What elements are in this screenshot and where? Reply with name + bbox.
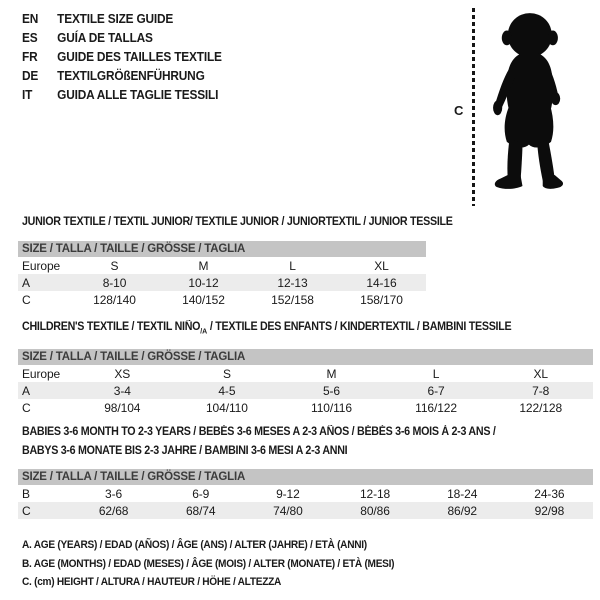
size-cell: 4-5: [175, 382, 280, 399]
size-cell: 10-12: [159, 274, 248, 291]
title-part: CHILDREN'S TEXTILE / TEXTIL NIÑO: [22, 321, 201, 333]
row-label: Europe: [22, 366, 61, 381]
language-list: [22, 10, 232, 105]
height-label: C: [454, 103, 464, 118]
size-cell: 74/80: [244, 502, 331, 519]
size-cell: 3-6: [105, 486, 123, 501]
size-cell: 158/170: [360, 292, 403, 307]
table-row: [18, 399, 593, 416]
table-row: [18, 485, 593, 502]
size-cell: 122/128: [519, 400, 563, 415]
footnote-age-years: A. AGE (YEARS) / EDAD (AÑOS) / ÂGE (ANS) / ALTER (JAHRE) / ETÀ (ANNI): [22, 539, 367, 551]
size-cell: M: [198, 258, 209, 273]
size-cell: 18-24: [447, 486, 478, 501]
size-cell: XL: [374, 258, 389, 273]
title-part: / TEXTILE DES ENFANTS / KINDERTEXTIL / BAMBINI TESSILE: [207, 321, 512, 333]
size-header-row: [18, 469, 593, 485]
size-cell: XL: [533, 366, 548, 381]
row-label: A: [18, 382, 70, 399]
height-measure-line: [472, 8, 475, 206]
size-cell: M: [326, 366, 337, 381]
size-cell: 86/92: [419, 502, 506, 519]
language-row-en: [22, 10, 222, 29]
size-cell: 12-13: [248, 274, 337, 291]
guide-title-fr: GUIDE DES TAILLES TEXTILE: [57, 50, 222, 64]
language-row-it: [22, 86, 222, 105]
size-cell: XS: [114, 366, 131, 381]
guide-title-de: TEXTILGRÖßENFÜHRUNG: [57, 69, 205, 83]
title-subscript: /A: [200, 326, 208, 336]
size-header: SIZE / TALLA / TAILLE / GRÖSSE / TAGLIA: [18, 241, 426, 257]
footnote-legend: [22, 536, 427, 592]
size-cell: 80/86: [331, 502, 418, 519]
size-cell: 6-9: [192, 486, 210, 501]
row-label: Europe: [22, 258, 61, 273]
babies-size-table: [18, 469, 593, 519]
table-row: [18, 257, 426, 274]
toddler-silhouette-icon: [482, 5, 574, 207]
language-code: FR: [22, 50, 38, 64]
size-header: SIZE / TALLA / TAILLE / GRÖSSE / TAGLIA: [18, 469, 593, 485]
language-row-es: [22, 29, 222, 48]
guide-title-it: GUIDA ALLE TAGLIE TESSILI: [57, 88, 219, 102]
size-cell: S: [110, 258, 119, 273]
language-code: ES: [22, 31, 38, 45]
junior-size-table: [18, 241, 426, 308]
language-code: DE: [22, 69, 39, 83]
footnote-age-months: B. AGE (MONTHS) / EDAD (MESES) / ÂGE (MOIS) / ALTER (MONATE) / ETÀ (MESI): [22, 557, 395, 570]
row-label: C: [22, 400, 31, 415]
size-cell: L: [289, 258, 296, 273]
guide-title-es: GUÍA DE TALLAS: [57, 31, 153, 45]
row-label: A: [18, 274, 70, 291]
size-cell: 7-8: [488, 382, 593, 399]
size-cell: 24-36: [534, 486, 565, 501]
title-line: BABYS 3-6 MONATE BIS 2-3 JAHRE / BAMBINI 3-6 MESI A 2-3 ANNI: [22, 445, 348, 457]
row-label: C: [22, 292, 31, 307]
size-cell: 116/122: [415, 400, 457, 415]
size-cell: S: [222, 366, 231, 381]
size-cell: 68/74: [157, 502, 244, 519]
size-cell: L: [432, 366, 440, 381]
size-cell: 8-10: [70, 274, 159, 291]
junior-table-title: JUNIOR TEXTILE / TEXTIL JUNIOR/ TEXTILE JUNIOR / JUNIORTEXTIL / JUNIOR TESSILE: [22, 216, 453, 228]
size-cell: 9-12: [276, 486, 300, 501]
size-cell: 62/68: [70, 502, 157, 519]
language-row-de: [22, 67, 222, 86]
row-label: C: [18, 502, 70, 519]
size-cell: 104/110: [205, 400, 248, 415]
size-cell: 152/158: [271, 292, 314, 307]
title-line: BABIES 3-6 MONTH TO 2-3 YEARS / BEBÉS 3-6 MESES A 2-3 AÑOS / BÉBÉS 3-6 MOIS À 2-3 ANS /: [22, 426, 496, 438]
children-size-table: [18, 349, 593, 416]
size-cell: 110/116: [311, 400, 352, 415]
row-label: B: [22, 486, 30, 501]
size-cell: 140/152: [182, 292, 225, 307]
language-row-fr: [22, 48, 222, 67]
language-code: EN: [22, 12, 39, 26]
size-header: SIZE / TALLA / TAILLE / GRÖSSE / TAGLIA: [18, 349, 593, 365]
guide-title-en: TEXTILE SIZE GUIDE: [57, 12, 174, 26]
table-row: [18, 291, 426, 308]
table-row: [18, 365, 593, 382]
size-header-row: [18, 241, 426, 257]
size-header-row: [18, 349, 593, 365]
size-cell: 128/140: [93, 292, 136, 307]
size-cell: 12-18: [359, 486, 391, 501]
language-code: IT: [22, 88, 33, 102]
size-cell: 14-16: [337, 274, 426, 291]
table-row: [18, 274, 426, 291]
size-cell: 3-4: [70, 382, 175, 399]
children-table-title: [22, 321, 511, 335]
size-cell: 92/98: [506, 502, 593, 519]
size-cell: 98/104: [104, 400, 141, 415]
babies-table-title: [22, 423, 496, 461]
size-cell: 6-7: [384, 382, 489, 399]
footnote-height: C. (cm) HEIGHT / ALTURA / HAUTEUR / HÖHE / ALTEZZA: [22, 576, 282, 588]
table-row: [18, 502, 593, 519]
size-cell: 5-6: [279, 382, 384, 399]
table-row: [18, 382, 593, 399]
